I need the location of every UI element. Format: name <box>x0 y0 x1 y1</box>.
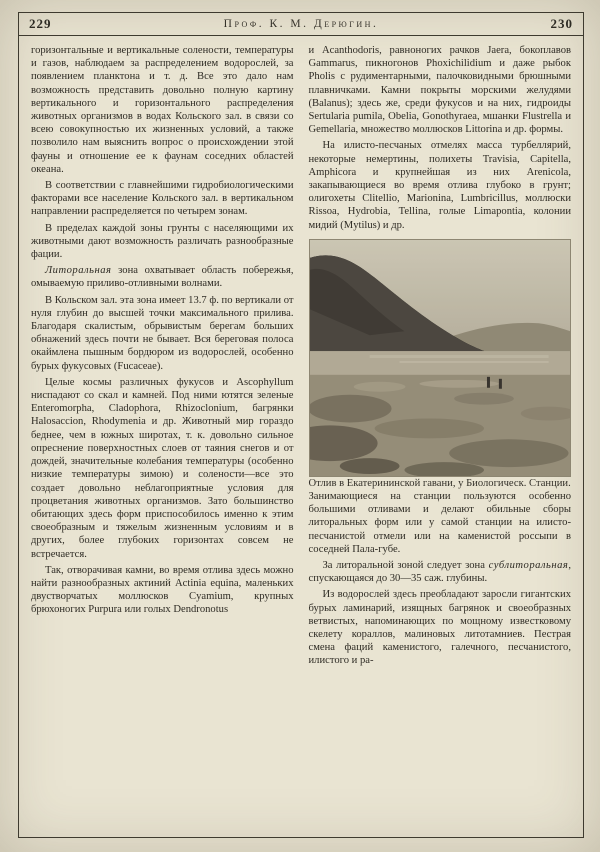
paragraph <box>309 559 572 585</box>
zone-term-sublitoral: сублиторальная <box>488 560 569 572</box>
page-number-right: 230 <box>550 16 573 31</box>
paragraph: Так, отворачивая камни, во время отлива здесь можно найти разнообразных актиний Actinia equina, маленьких двустворчатых моллюсков Cyamium, крупных брюхоногих Purpura или голых Dendronotus <box>31 564 294 616</box>
left-column <box>31 44 294 831</box>
paragraph: Занимающиеся на станции пользуются особенно большими отливами и делают обильные сборы литоральных форм или у самой станции на илисто-песчанистой отмели или на каменистой россыпи в соседней Пала-губе. <box>308 491 571 555</box>
photo-tidal-flat-ekaterininskaya-harbor <box>309 239 572 477</box>
page-frame <box>18 12 584 838</box>
figure <box>309 239 572 490</box>
zone-term-litoral: Литоральная <box>45 265 112 277</box>
photo-caption: Отлив в Екатерининской гавани, у Биологическ. Станции. <box>308 477 571 489</box>
paragraph: В Кольском зал. эта зона имеет 13.7 ф. по вертикали от нуля глубин до высшей точки максимального прилива. Благодаря скалистым, обрывистым берегам больших обнажений здесь почти не бывает. Вся береговая полоса окаймлена пышным бордюром из водорослей, особенно бурых фукусовых (Fucaceae). <box>31 294 294 372</box>
page-number-left: 229 <box>29 16 52 31</box>
paragraph-text: , спускающаяся до 30—35 саж. глубины. <box>308 560 571 585</box>
two-column-text <box>19 36 583 837</box>
paragraph-text: За литоральной зоной следует зона <box>322 560 489 572</box>
right-column <box>309 44 572 831</box>
paragraph: горизонтальные и вертикальные солености, температуры и газов, наблюдаем за распределением водорослей, за появлением планктона и т. д. Все это дало нам возможность представить довольно полную картину вертикального и горизонтального распределения животных организмов в водах Кольского зал. в связи со всею совокупностью их жизненных условий, а также позволило нам выяснить вопрос о происхождении этой фауны и отношение ее к фаунам соседних областей океана. <box>31 45 294 175</box>
paragraph: и Acanthodoris, равноногих рачков Jaera, бокоплавов Gammarus, пикногонов Phoxichilidium и даже рыбок Pholis с рудиментарными, палочковидными брюшными плавничками. Камни покрыты морскими желудями (Balanus); здесь же, среди фукусов и на них, гидроиды Sertularia pumila, Obelia, Gonothyraea, мшанки Flustrella и Gemellaria, множество моллюсков Littorina и др. формы. <box>308 45 571 136</box>
paragraph: В пределах каждой зоны грунты с населяющими их животными дают возможность различать разнообразные фации. <box>31 222 294 261</box>
paragraph: На илисто-песчаных отмелях масса турбеллярий, некоторые немертины, полихеты Travisia, Capitella, Amphicora и крупнейшая из них Arenicola, закапывающиеся во время отлива глубоко в грунт; олигохеты Clitellio, Marionina, Lumbricillus, моллюски Rissoa, Hydrobia, Tellina, голые Limapontia, колонии мидий (Mytilus) и др. <box>308 140 571 231</box>
paragraph <box>31 264 294 290</box>
paragraph-text: зона охватывает область побережья, омываемую приливо-отливными волнами. <box>31 265 294 290</box>
paragraph: Из водорослей здесь преобладают заросли гигантских бурых ламинарий, изящных багрянок и своеобразных ветвистых, напоминающих по мощному известковому скелету кораллов, малиновых литотамниев. Пестрая смена фаций каменистого, галечного, песчанистого, илистого и ра- <box>308 589 571 667</box>
paragraph: В соответствии с главнейшими гидробиологическими факторами все население Кольского зал. в вертикальном направлении распределяется по четырем зонам. <box>31 180 294 218</box>
page-header <box>19 13 583 36</box>
running-title: Проф. К. М. Дерюгин. <box>223 18 379 30</box>
paragraph: Целые космы различных фукусов и Ascophyllum ниспадают со скал и камней. Под ними ютятся зеленые Enteromorpha, Cladophora, Rhizoclonium, багрянки Halosaccion, Rhodymenia и др. Животный мир гораздо беднее, чем в южных широтах, т. к. довольно сильное опреснение поверхностных слоев от таяния снегов и от дождей, значительные колебания температуры (особенно низкие температуры зимою) и солености—все это создает довольно неблагоприятные условия для процветания животных организмов. Зато большинство обитающих здесь форм приспособилось именно к этим своеобразным и тяжелым жизненным условиям и в других, более глубоких горизонтах совсем не встречается. <box>31 376 294 560</box>
